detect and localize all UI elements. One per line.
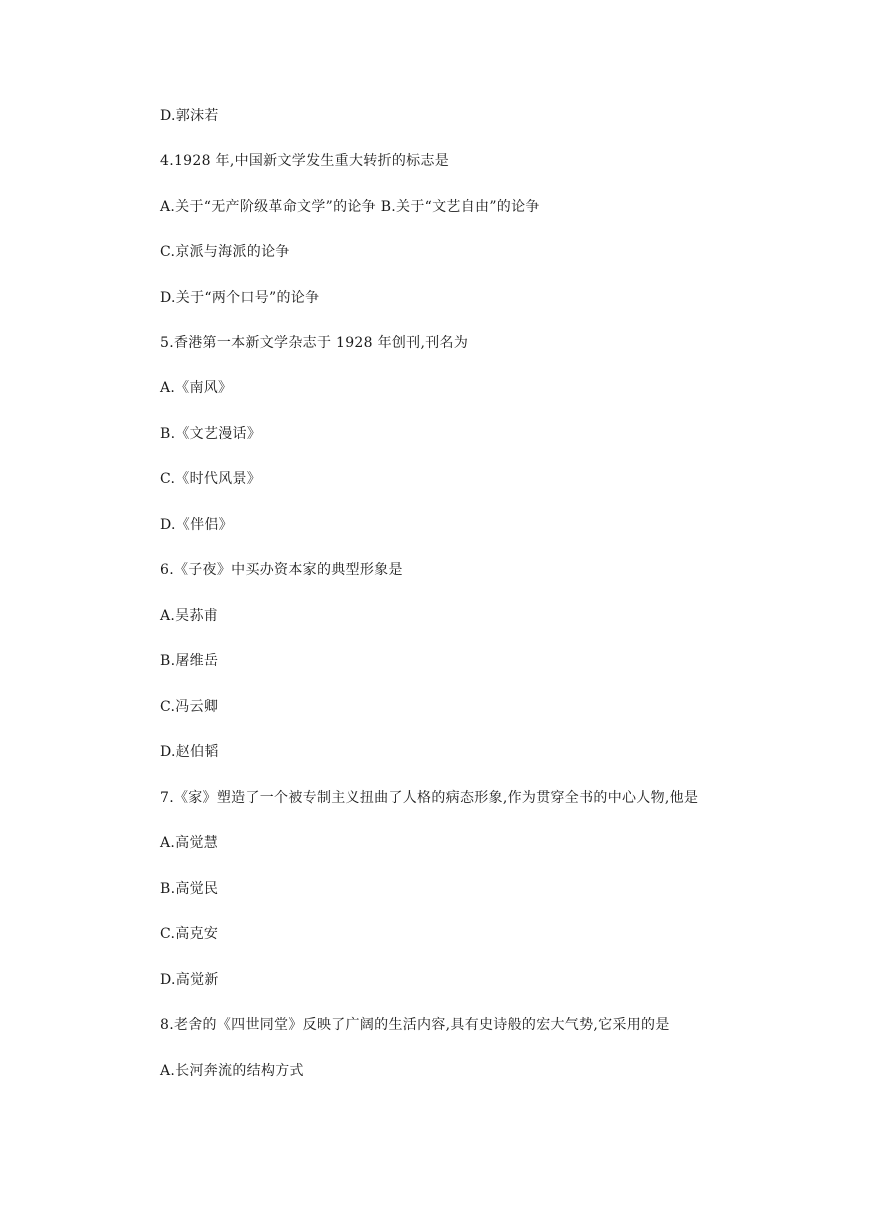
option-line: C.高克安 [160,926,219,942]
option-line: B.屠维岳 [160,653,219,669]
option-line: D.关于“两个口号”的论争 [160,290,320,306]
option-line: A.关于“无产阶级革命文学”的论争 B.关于“文艺自由”的论争 [160,199,540,215]
question-line: 6.《子夜》中买办资本家的典型形象是 [160,562,403,578]
option-line: A.《南风》 [160,380,233,396]
option-line: C.冯云卿 [160,699,219,715]
question-line: 8.老舍的《四世同堂》反映了广阔的生活内容,具有史诗般的宏大气势,它采用的是 [160,1017,670,1033]
question-line: 7.《家》塑造了一个被专制主义扭曲了人格的病态形象,作为贯穿全书的中心人物,他是 [160,790,699,806]
option-line: B.高觉民 [160,881,219,897]
option-line: A.吴荪甫 [160,608,219,624]
option-line: C.《时代风景》 [160,471,262,487]
question-line: 4.1928 年,中国新文学发生重大转折的标志是 [160,153,450,169]
question-line: 5.香港第一本新文学杂志于 1928 年创刊,刊名为 [160,335,469,351]
option-line: B.《文艺漫话》 [160,426,262,442]
option-line: D.赵伯韬 [160,744,219,760]
option-line: D.《伴侣》 [160,517,233,533]
option-line: A.高觉慧 [160,835,219,851]
option-line: D.郭沫若 [160,108,219,124]
option-line: D.高觉新 [160,972,219,988]
option-line: A.长河奔流的结构方式 [160,1063,304,1079]
option-line: C.京派与海派的论争 [160,244,290,260]
